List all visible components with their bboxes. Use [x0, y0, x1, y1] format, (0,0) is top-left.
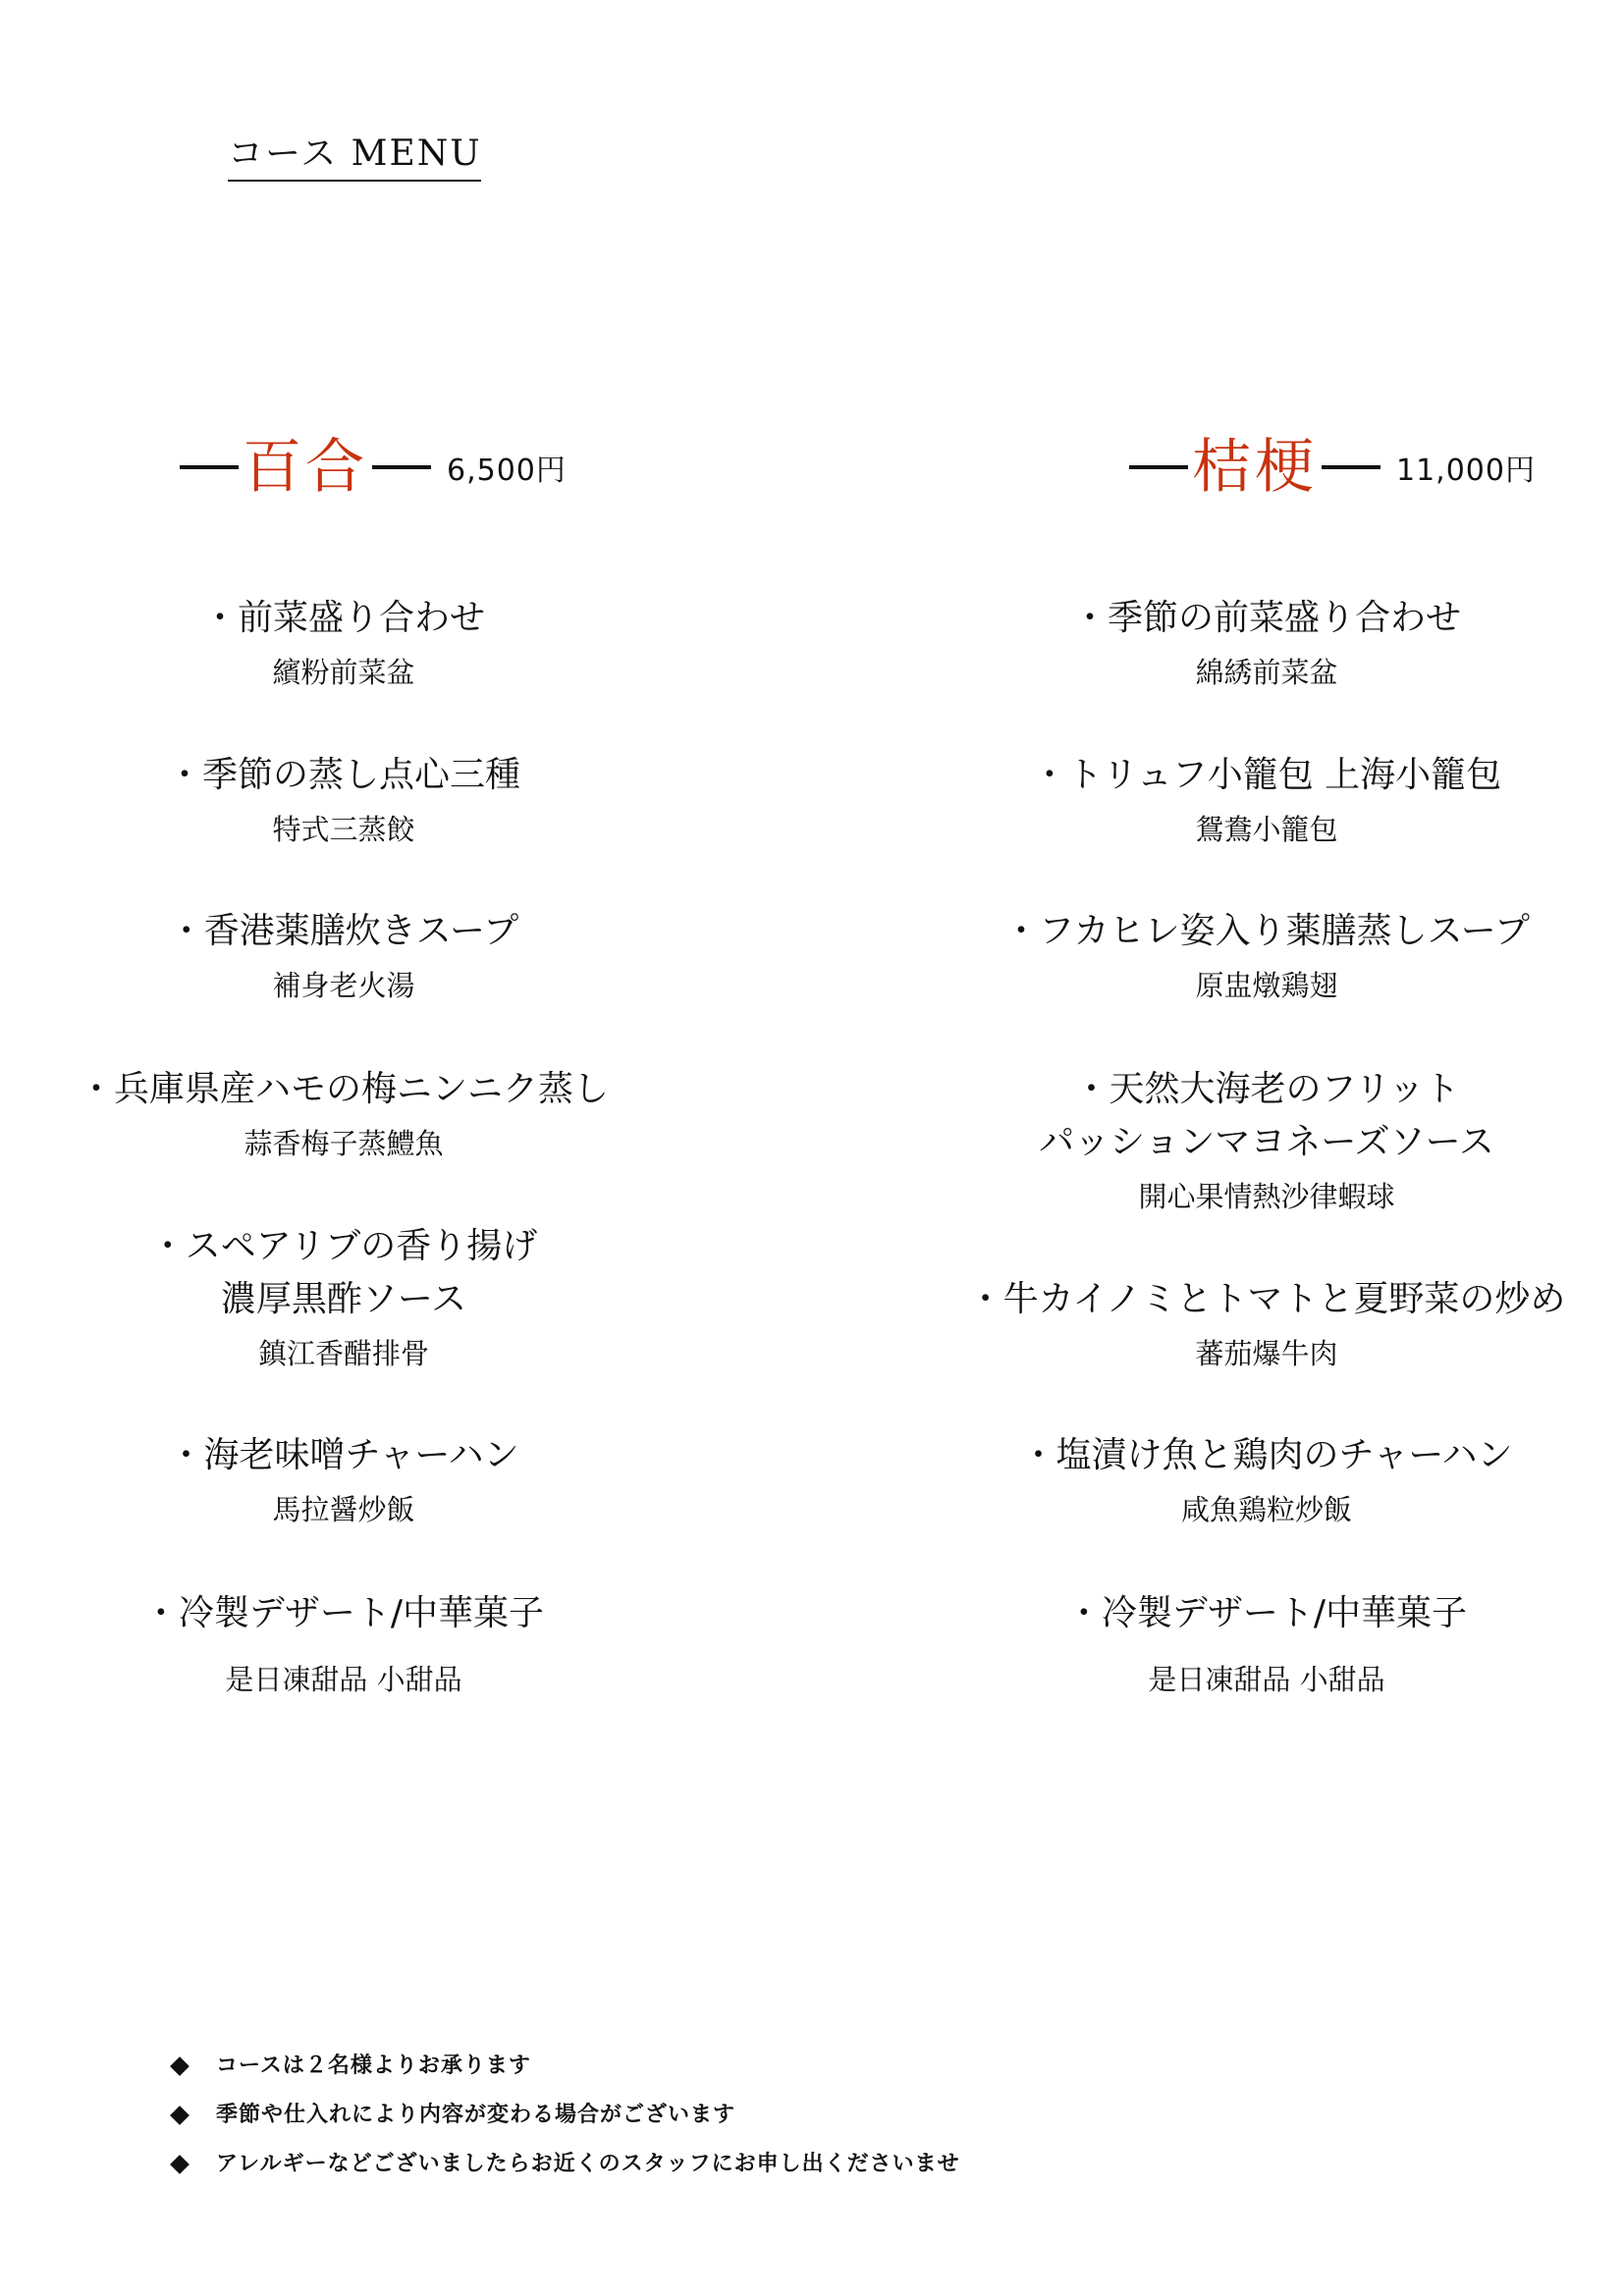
menu-item — [29, 749, 658, 851]
menu-item — [29, 1587, 658, 1701]
dish-chinese-name: 蒜香梅子蒸鱧魚 — [244, 1127, 444, 1160]
dish-name: ・冷製デザート/中華菓子 — [142, 1593, 545, 1633]
dish-chinese-name: 補身老火湯 — [272, 969, 415, 1002]
dish-name: ・兵庫県産ハモの梅ニンニク蒸し — [78, 1069, 609, 1109]
note-item — [173, 2091, 960, 2140]
dish-chinese-name: 繽粉前菜盆 — [272, 656, 415, 689]
diamond-bullet-icon — [170, 2056, 189, 2076]
diamond-bullet-icon — [170, 2155, 189, 2174]
dish-chinese-name: 是日凍甜品 小甜品 — [225, 1663, 462, 1696]
dish-chinese-name: 綿綉前菜盆 — [1195, 656, 1338, 689]
note-text: 季節や仕入れにより内容が変わる場合がございます — [216, 2103, 736, 2127]
title-dash-right — [1322, 465, 1380, 469]
dish-chinese-name: 鎮江香醋排骨 — [257, 1337, 429, 1370]
menu-item — [29, 905, 658, 1007]
title-dash-left — [1129, 465, 1188, 469]
dish-chinese-name: 鴛鴦小籠包 — [1195, 813, 1338, 846]
menu-item — [29, 1220, 658, 1375]
menu-item — [923, 1429, 1610, 1531]
dish-chinese-name: 咸魚鶏粒炒飯 — [1180, 1493, 1352, 1526]
note-item — [173, 2140, 960, 2189]
dish-name: ・フカヒレ姿入り薬膳蒸しスープ — [1002, 911, 1531, 951]
note-text: アレルギーなどございましたらお近くのスタッフにお申し出くださいませ — [216, 2152, 960, 2176]
dish-name: ・トリュフ小籠包 上海小籠包 — [1031, 755, 1502, 795]
dish-name: ・季節の蒸し点心三種 — [166, 755, 520, 795]
dish-chinese-name: 原盅燉鶏翅 — [1195, 969, 1338, 1002]
dish-name-line-2: パッションマヨネーズソース — [1039, 1122, 1494, 1162]
dish-chinese-name: 開心果情熱沙律蝦球 — [1138, 1180, 1395, 1213]
dish-name: ・冷製デザート/中華菓子 — [1065, 1593, 1468, 1633]
dish-name: ・海老味噌チャーハン — [168, 1435, 519, 1475]
course-name: 桔梗 — [1192, 433, 1318, 502]
note-item — [173, 2042, 960, 2091]
page-title: コース MENU — [228, 126, 481, 182]
dish-name: ・香港薬膳炊きスープ — [168, 911, 519, 951]
menu-item — [923, 1587, 1610, 1701]
menu-item — [923, 1273, 1610, 1375]
course-name: 百合 — [243, 433, 368, 502]
title-dash-right — [372, 465, 431, 469]
course-price: 6,500円 — [447, 454, 567, 488]
course-title-bellflower — [1129, 433, 1536, 502]
menu-item — [923, 592, 1610, 694]
dish-chinese-name: 特式三蒸餃 — [272, 813, 415, 846]
menu-item — [29, 1429, 658, 1531]
course-notes — [173, 2042, 960, 2189]
title-dash-left — [180, 465, 239, 469]
menu-item — [923, 905, 1610, 1007]
menu-item — [29, 1063, 658, 1165]
note-text: コースは２名様よりお承ります — [216, 2054, 531, 2078]
course-price: 11,000円 — [1396, 454, 1536, 488]
dish-name: ・牛カイノミとトマトと夏野菜の炒め — [967, 1279, 1566, 1319]
menu-item — [923, 1063, 1610, 1218]
dish-name: ・天然大海老のフリット — [1073, 1069, 1460, 1109]
course-title-lily — [180, 433, 567, 502]
dish-name-line-2: 濃厚黒酢ソース — [220, 1279, 467, 1319]
menu-item — [29, 592, 658, 694]
dish-name: ・塩漬け魚と鶏肉のチャーハン — [1020, 1435, 1513, 1475]
dish-chinese-name: 蕃茄爆牛肉 — [1195, 1337, 1338, 1370]
diamond-bullet-icon — [170, 2106, 189, 2125]
dish-chinese-name: 馬拉醤炒飯 — [272, 1493, 415, 1526]
dish-chinese-name: 是日凍甜品 小甜品 — [1148, 1663, 1385, 1696]
dish-name: ・前菜盛り合わせ — [201, 598, 485, 638]
dish-name: ・スペアリブの香り揚げ — [149, 1226, 538, 1266]
menu-item — [923, 749, 1610, 851]
dish-name: ・季節の前菜盛り合わせ — [1071, 598, 1461, 638]
